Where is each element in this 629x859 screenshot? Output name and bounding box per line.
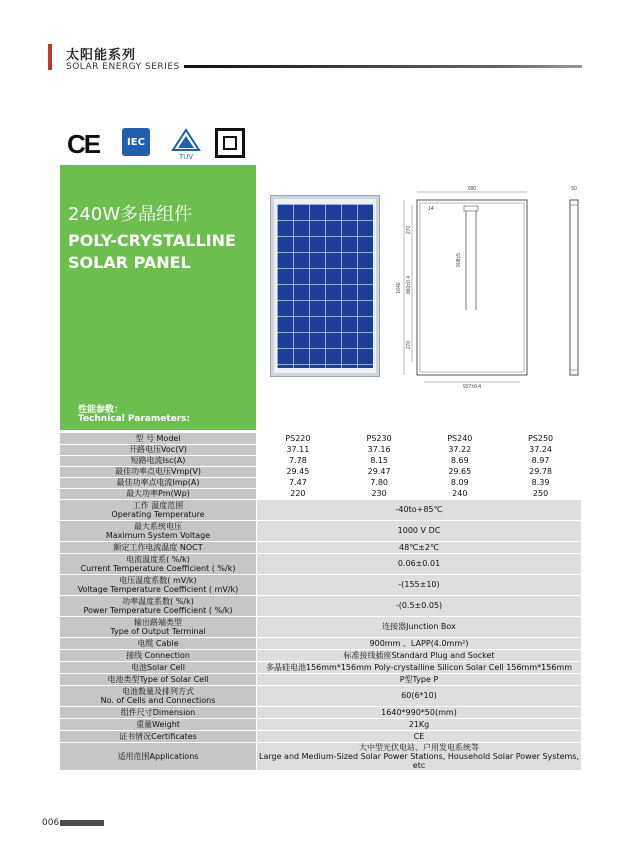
table-row	[60, 477, 581, 488]
dim-thickness: 50	[571, 186, 577, 192]
dim-lower: 270	[406, 340, 412, 350]
cell: 37.22	[419, 444, 500, 455]
page-number: 006	[42, 818, 60, 828]
spec-table	[60, 433, 581, 771]
cell: -(0.5±0.05)	[257, 595, 582, 616]
cell: 37.11	[257, 444, 339, 455]
cell: 37.16	[339, 444, 420, 455]
model-2: PS230	[339, 433, 420, 444]
table-row	[60, 718, 581, 730]
dim-height: 1640	[396, 282, 402, 294]
footer-bar	[60, 820, 104, 826]
cell: 0.06±0.01	[257, 553, 582, 574]
cell: 7.78	[257, 455, 339, 466]
table-row	[60, 455, 581, 466]
row-label: 组件尺寸Dimension	[60, 706, 257, 718]
table-row	[60, 574, 581, 595]
table-row	[60, 499, 581, 520]
cell: 8.69	[419, 455, 500, 466]
tuv-logo	[170, 128, 202, 160]
model-1: PS220	[257, 433, 339, 444]
label-en: Voltage Temperature Coefficient ( mV/k)	[77, 584, 239, 594]
row-label	[60, 499, 257, 520]
label-en: No. of Cells and Connections	[100, 695, 216, 705]
dim-bottom: 937±0.4	[462, 384, 482, 390]
cell: 1640*990*50(mm)	[257, 706, 582, 718]
row-label: 最佳功率点电流Imp(A)	[60, 477, 257, 488]
header-label: 型 号 Model	[60, 433, 257, 444]
dimension-drawing	[390, 180, 590, 390]
row-label	[60, 616, 257, 637]
cell: -40to+85℃	[257, 499, 582, 520]
params-title-cn: 性能参数：	[78, 405, 124, 415]
table-row	[60, 661, 581, 673]
row-label: 短路电流Isc(A)	[60, 455, 257, 466]
cell: 8.39	[500, 477, 581, 488]
row-label: 额定工作电流温度 NOCT	[60, 541, 257, 553]
model-3: PS240	[419, 433, 500, 444]
row-label	[60, 520, 257, 541]
table-row	[60, 466, 581, 477]
table-row	[60, 649, 581, 661]
cell: 标准接线插座Standard Plug and Socket	[257, 649, 582, 661]
cell	[257, 742, 582, 770]
cell: CE	[257, 730, 582, 742]
table-row	[60, 616, 581, 637]
ce-logo: CE	[66, 128, 100, 159]
table-row	[60, 520, 581, 541]
row-label: 证书情况Certificates	[60, 730, 257, 742]
table-row	[60, 444, 581, 455]
cell: 7.47	[257, 477, 339, 488]
row-label: 适用范围Applications	[60, 742, 257, 770]
table-row	[60, 637, 581, 649]
cell: 60(6*10)	[257, 685, 582, 706]
solar-panel-image	[270, 195, 380, 377]
cell: 48℃±2℃	[257, 541, 582, 553]
table-header-row	[60, 433, 581, 444]
table-row	[60, 730, 581, 742]
cell: 230	[339, 488, 420, 499]
cell: 29.47	[339, 466, 420, 477]
table-row	[60, 553, 581, 574]
cell: 8.15	[339, 455, 420, 466]
row-label	[60, 553, 257, 574]
cell: 29.65	[419, 466, 500, 477]
dim-inner: 860±0.4	[406, 275, 412, 295]
cell: 240	[419, 488, 500, 499]
label-cn: 工作 温度范围	[132, 500, 184, 510]
row-label: 接线 Connection	[60, 649, 257, 661]
cell: 7.80	[339, 477, 420, 488]
label-cn: 电压温度系数( mV/k)	[119, 575, 197, 585]
cell: 29.45	[257, 466, 339, 477]
row-label: 电池Solar Cell	[60, 661, 257, 673]
table-row	[60, 595, 581, 616]
cell: 8.09	[419, 477, 500, 488]
header-accent-bar	[48, 44, 52, 70]
double-insulation-logo	[215, 128, 245, 158]
label-cn: 最大系统电压	[134, 521, 182, 531]
cell: 连接器Junction Box	[257, 616, 582, 637]
dim-small: 14	[428, 206, 434, 212]
header-rule	[184, 65, 582, 68]
table-row	[60, 541, 581, 553]
row-label	[60, 574, 257, 595]
cell: 900mm 、LAPP(4.0mm²)	[257, 637, 582, 649]
cell: -(155±10)	[257, 574, 582, 595]
table-row	[60, 706, 581, 718]
label-cn: 输出路端类型	[134, 617, 182, 627]
label-en: Maximum System Voltage	[105, 530, 211, 540]
row-label: 电池类型Type of Solar Cell	[60, 673, 257, 685]
table-row	[60, 742, 581, 770]
dim-upper: 270	[406, 225, 412, 235]
table-row	[60, 673, 581, 685]
header-title-cn: 太阳能系列	[66, 48, 137, 63]
product-title-en-line1: POLY-CRYSTALLINE	[68, 231, 236, 250]
product-title-en-line2: SOLAR PANEL	[68, 253, 191, 272]
product-title-en	[68, 230, 236, 274]
model-4: PS250	[500, 433, 581, 444]
label-en: Power Temperature Coefficient ( %/k)	[83, 605, 233, 615]
row-label: 重量Weight	[60, 718, 257, 730]
cell: P型Type P	[257, 673, 582, 685]
dim-mount: 908±5	[456, 253, 462, 267]
svg-text:TÜV: TÜV	[179, 154, 193, 160]
cell: 29.78	[500, 466, 581, 477]
label-cn: 功率温度系数( %/k)	[122, 596, 194, 606]
row-label: 电缆 Cable	[60, 637, 257, 649]
solar-cells	[277, 204, 373, 368]
cell: 37.24	[500, 444, 581, 455]
label-en: Operating Temperature	[111, 509, 205, 519]
header-title-en: SOLAR ENERGY SERIES	[66, 62, 180, 72]
label-en: Type of Output Terminal	[110, 626, 206, 636]
label-cn: 电流温度系( %/k)	[126, 554, 190, 564]
row-label	[60, 685, 257, 706]
cell: 1000 V DC	[257, 520, 582, 541]
dim-width: 990	[467, 186, 477, 192]
label-cn: 电池数量及排列方式	[122, 686, 194, 696]
cell: 220	[257, 488, 339, 499]
product-title-cn: 240W多晶组件	[68, 204, 193, 225]
params-title-en: Technical Parameters:	[78, 414, 191, 424]
table-row	[60, 488, 581, 499]
cell: 250	[500, 488, 581, 499]
row-label: 开路电压Voc(V)	[60, 444, 257, 455]
cell: 21Kg	[257, 718, 582, 730]
iec-logo: IEC	[122, 128, 150, 156]
cell: 多晶硅电池156mm*156mm Poly-crystalline Silicon Solar Cell 156mm*156mm	[257, 661, 582, 673]
row-label: 最大功率Pm(Wp)	[60, 488, 257, 499]
value-cn: 大中型光伏电站、户用发电系统等	[359, 742, 479, 752]
row-label	[60, 595, 257, 616]
cell: 8.97	[500, 455, 581, 466]
value-en: Large and Medium-Sized Solar Power Stations, Household Solar Power Systems, etc	[259, 751, 579, 770]
label-en: Current Temperature Coefficient ( %/k)	[80, 563, 236, 573]
table-row	[60, 685, 581, 706]
row-label: 最佳功率点电压Vmp(V)	[60, 466, 257, 477]
